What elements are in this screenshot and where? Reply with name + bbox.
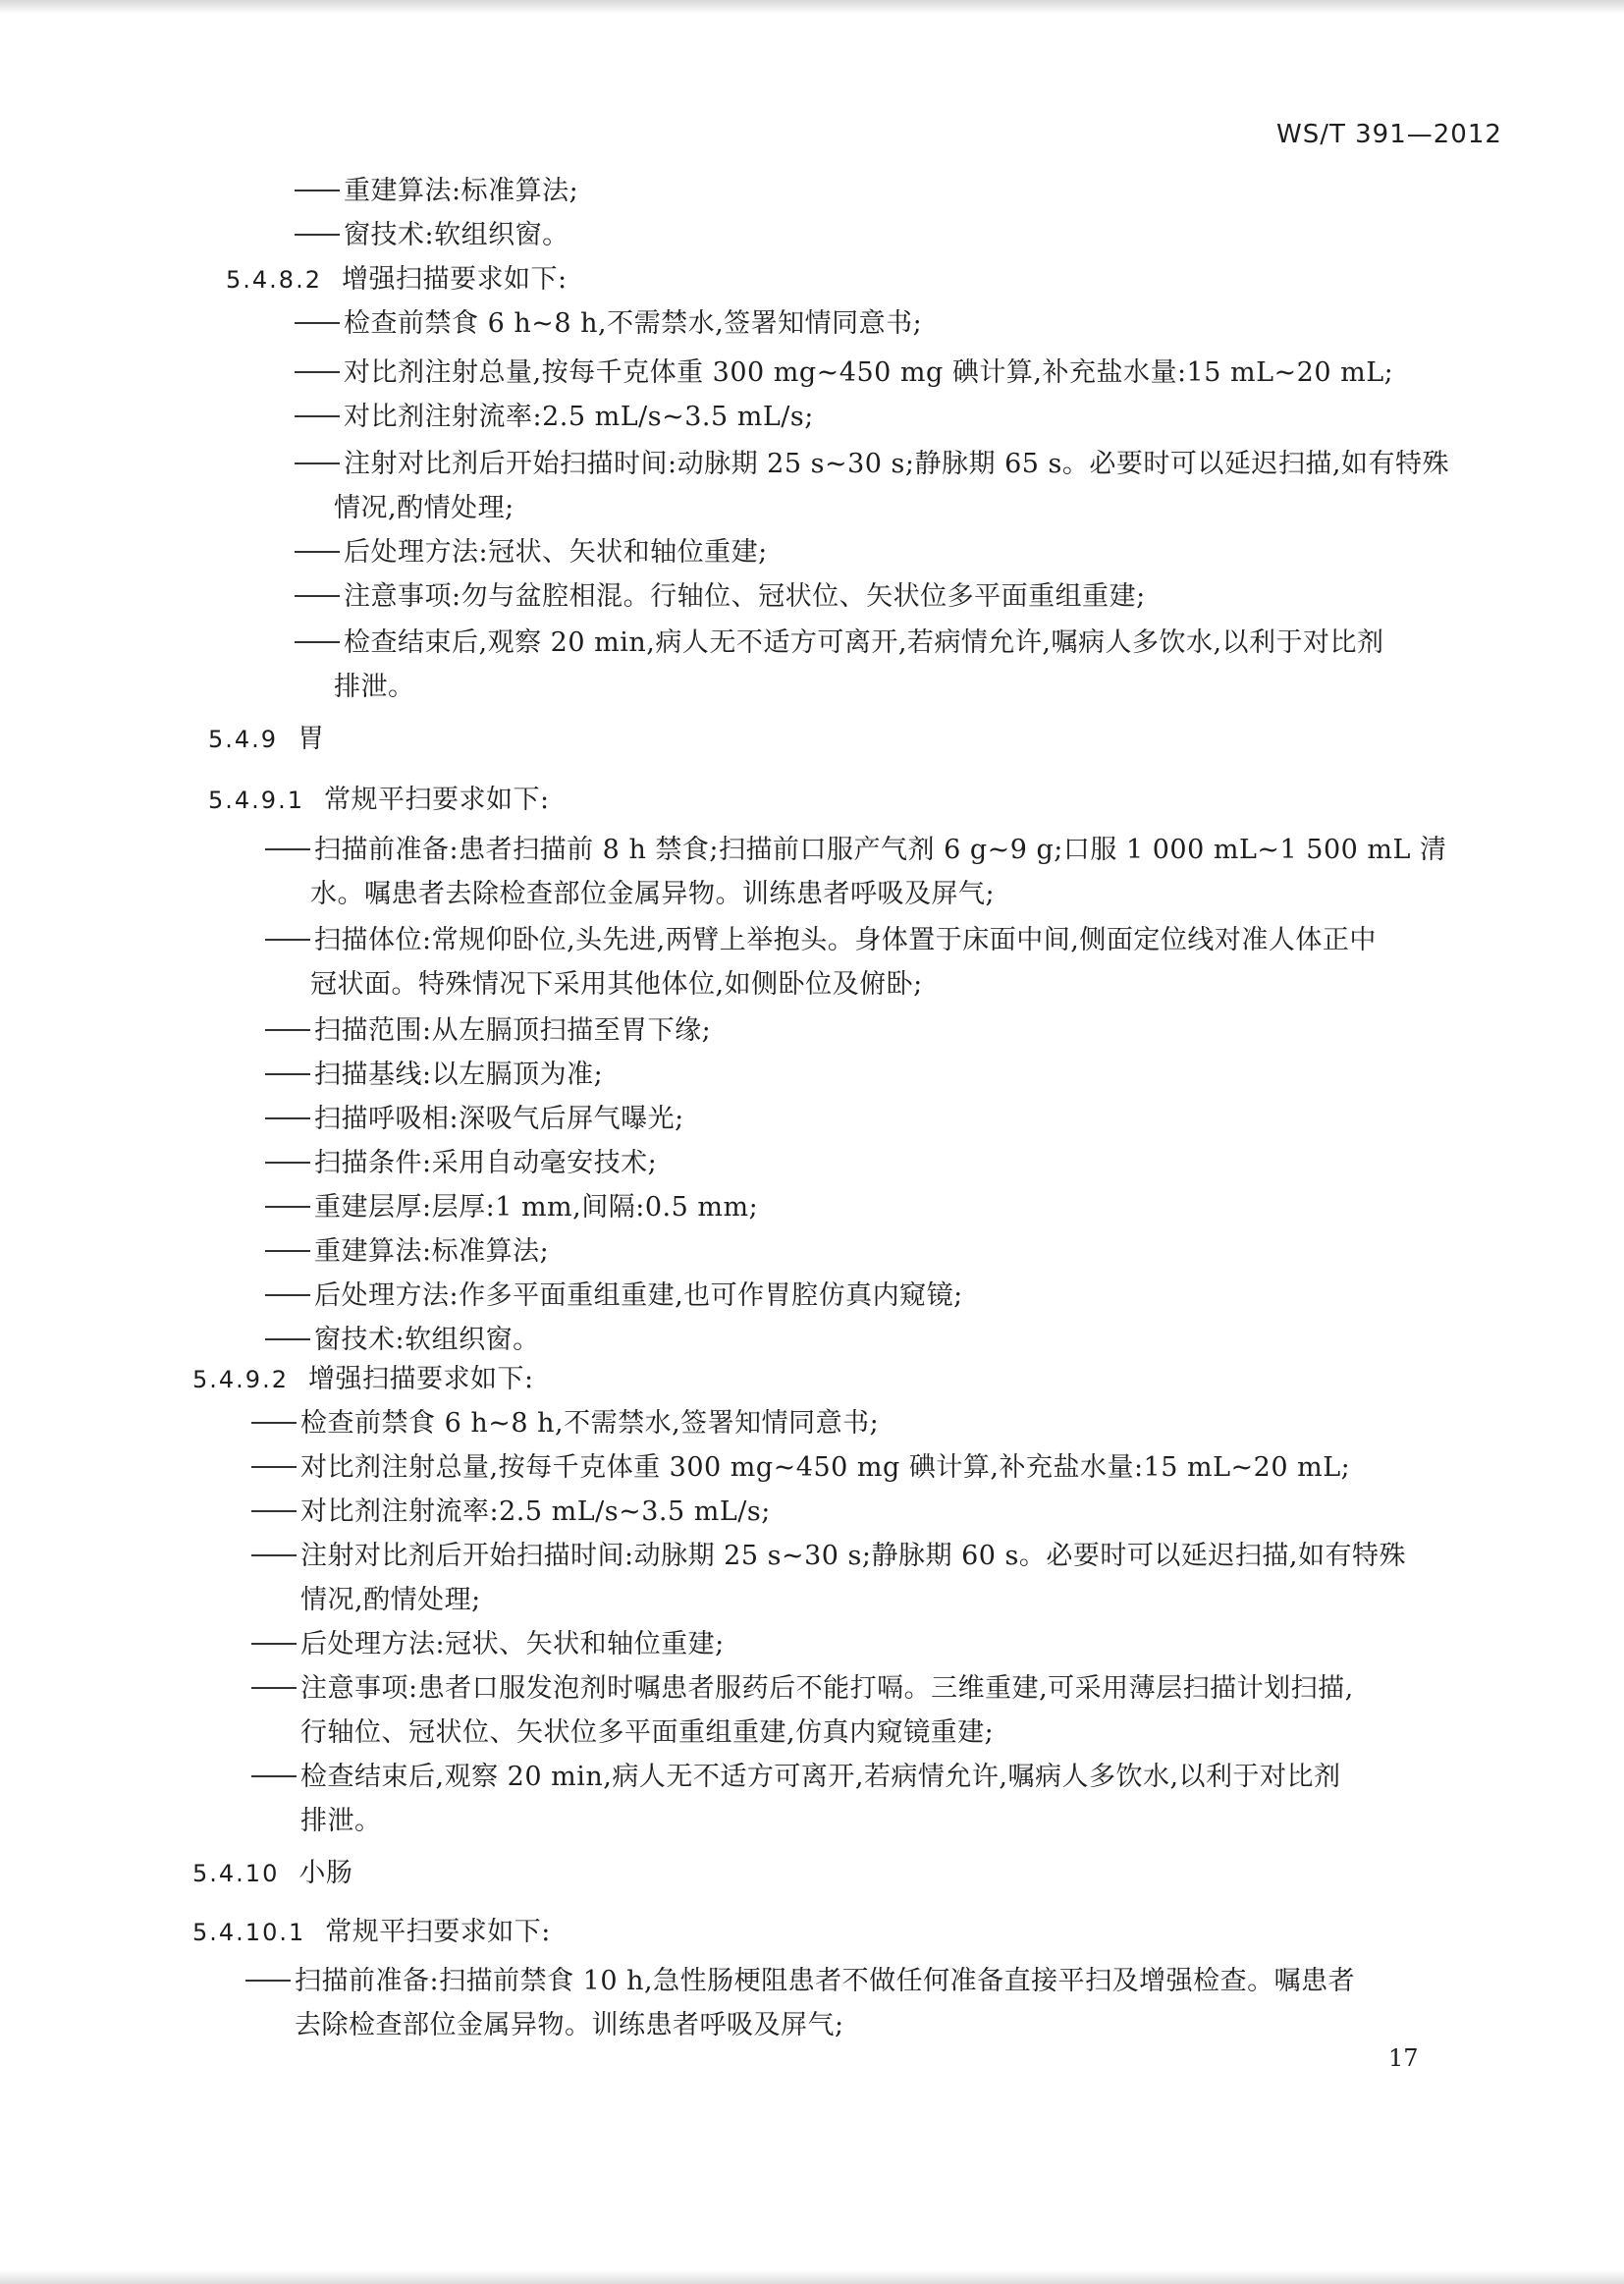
clause-number: 5.4.9.2: [192, 1366, 289, 1393]
list-item: [245, 1964, 1355, 1999]
list-item-continuation: [334, 670, 415, 705]
list-item: [295, 400, 814, 435]
line-text: 注意事项:患者口服发泡剂时嘱患者服药后不能打嗝。三维重建,可采用薄层扫描计划扫描,: [300, 1673, 1354, 1704]
em-dash-marker: [265, 848, 310, 850]
list-item: [251, 1539, 1406, 1574]
line-text: 情况,酌情处理;: [300, 1585, 481, 1615]
line-text: 常规平扫要求如下:: [323, 785, 550, 815]
em-dash-marker: [251, 1554, 297, 1556]
em-dash-marker: [295, 322, 340, 324]
line-text: 对比剂注射总量,按每千克体重 300 mg~450 mg 碘计算,补充盐水量:15 mL~20 mL;: [300, 1452, 1351, 1483]
em-dash-marker: [265, 1117, 310, 1119]
list-item: [265, 1323, 540, 1358]
page-number: 17: [1388, 2044, 1419, 2072]
list-item-continuation: [300, 1583, 481, 1618]
line-text: 后处理方法:冠状、矢状和轴位重建;: [300, 1629, 725, 1659]
list-item: [265, 1058, 603, 1093]
line-text: 增强扫描要求如下:: [307, 1364, 534, 1394]
em-dash-marker: [295, 551, 340, 553]
list-item-continuation: [300, 1715, 994, 1751]
list-item-continuation: [295, 2008, 844, 2043]
list-item: [295, 218, 569, 253]
section-heading: [208, 722, 325, 757]
list-item: [295, 306, 922, 342]
line-text: 对比剂注射总量,按每千克体重 300 mg~450 mg 碘计算,补充盐水量:15 mL~20 mL;: [344, 357, 1394, 388]
list-item: [265, 1102, 684, 1137]
line-text: 窗技术:软组织窗。: [344, 220, 569, 250]
em-dash-marker: [265, 1162, 310, 1164]
em-dash-marker: [245, 1980, 291, 1982]
em-dash-marker: [295, 371, 340, 373]
list-item: [265, 1146, 657, 1181]
clause-title: [208, 783, 550, 818]
list-item: [265, 833, 1447, 868]
line-text: 注射对比剂后开始扫描时间:动脉期 25 s~30 s;静脉期 60 s。必要时可以延迟扫描,如有特殊: [300, 1541, 1406, 1571]
clause-title: [226, 262, 568, 298]
list-item: [265, 1013, 711, 1049]
line-text: 重建算法:标准算法;: [344, 176, 579, 206]
line-text: 窗技术:软组织窗。: [314, 1325, 540, 1355]
em-dash-marker: [265, 1294, 310, 1296]
em-dash-marker: [251, 1687, 297, 1689]
em-dash-marker: [251, 1510, 297, 1512]
list-item: [295, 625, 1384, 661]
line-text: 重建算法:标准算法;: [314, 1236, 550, 1267]
em-dash-marker: [265, 1029, 310, 1031]
line-text: 去除检查部位金属异物。训练患者呼吸及屏气;: [295, 2010, 844, 2040]
list-item: [251, 1760, 1341, 1795]
em-dash-marker: [295, 415, 340, 417]
line-text: 检查结束后,观察 20 min,病人无不适方可离开,若病情允许,嘱病人多饮水,以利于对比剂: [300, 1762, 1341, 1792]
section-heading: [192, 1856, 352, 1891]
line-text: 扫描体位:常规仰卧位,头先进,两臂上举抱头。身体置于床面中间,侧面定位线对准人体正中: [314, 925, 1377, 955]
clause-title: [192, 1915, 551, 1950]
line-text: 增强扫描要求如下:: [341, 264, 568, 295]
clause-title: [192, 1362, 534, 1397]
clause-number: 5.4.10: [192, 1860, 280, 1887]
list-item: [265, 1190, 758, 1225]
scan-edge-top: [0, 0, 1624, 14]
list-item: [265, 1278, 963, 1314]
line-text: 扫描前准备:扫描前禁食 10 h,急性肠梗阻患者不做任何准备直接平扫及增强检查。嘱患者: [295, 1966, 1356, 1996]
clause-number: 5.4.10.1: [192, 1919, 306, 1946]
list-item: [295, 579, 1146, 615]
line-text: 后处理方法:作多平面重组重建,也可作胃腔仿真内窥镜;: [314, 1280, 963, 1311]
em-dash-marker: [295, 190, 340, 191]
list-item: [295, 535, 768, 571]
line-text: 胃: [298, 724, 325, 754]
list-item: [251, 1627, 725, 1662]
clause-number: 5.4.8.2: [226, 266, 322, 294]
list-item: [251, 1671, 1354, 1707]
list-item: [251, 1495, 771, 1530]
em-dash-marker: [265, 1206, 310, 1208]
line-text: 注意事项:勿与盆腔相混。行轴位、冠状位、矢状位多平面重组重建;: [344, 581, 1146, 612]
em-dash-marker: [265, 1250, 310, 1252]
list-item: [251, 1450, 1350, 1486]
line-text: 扫描前准备:患者扫描前 8 h 禁食;扫描前口服产气剂 6 g~9 g;口服 1 000 mL~1 500 mL 清: [314, 835, 1447, 865]
line-text: 情况,酌情处理;: [334, 493, 514, 523]
line-text: 排泄。: [334, 672, 415, 702]
line-text: 扫描条件:采用自动毫安技术;: [314, 1148, 658, 1178]
line-text: 后处理方法:冠状、矢状和轴位重建;: [344, 537, 768, 568]
clause-number: 5.4.9: [208, 726, 279, 753]
list-item-continuation: [310, 877, 995, 912]
list-item: [295, 447, 1449, 482]
em-dash-marker: [295, 641, 340, 643]
line-text: 水。嘱患者去除检查部位金属异物。训练患者呼吸及屏气;: [310, 879, 996, 909]
line-text: 对比剂注射流率:2.5 mL/s~3.5 mL/s;: [300, 1496, 771, 1527]
line-text: 检查前禁食 6 h~8 h,不需禁水,签署知情同意书;: [300, 1408, 880, 1439]
em-dash-marker: [251, 1643, 297, 1645]
em-dash-marker: [265, 1338, 310, 1340]
list-item-continuation: [300, 1804, 382, 1839]
list-item-continuation: [334, 491, 514, 526]
line-text: 冠状面。特殊情况下采用其他体位,如侧卧位及俯卧;: [310, 969, 923, 1000]
line-text: 排泄。: [300, 1806, 382, 1836]
line-text: 检查前禁食 6 h~8 h,不需禁水,签署知情同意书;: [344, 308, 923, 339]
clause-number: 5.4.9.1: [208, 787, 304, 814]
line-text: 扫描呼吸相:深吸气后屏气曝光;: [314, 1104, 684, 1134]
list-item: [295, 355, 1393, 391]
list-item-continuation: [310, 967, 923, 1003]
line-text: 行轴位、冠状位、矢状位多平面重组重建,仿真内窥镜重建;: [300, 1717, 995, 1748]
line-text: 常规平扫要求如下:: [325, 1917, 551, 1947]
line-text: 对比剂注射流率:2.5 mL/s~3.5 mL/s;: [344, 402, 814, 432]
list-item: [265, 1234, 549, 1270]
em-dash-marker: [251, 1775, 297, 1777]
line-text: 检查结束后,观察 20 min,病人无不适方可离开,若病情允许,嘱病人多饮水,以利于对比剂: [344, 627, 1384, 658]
list-item: [265, 923, 1377, 958]
em-dash-marker: [295, 595, 340, 597]
document-code: WS/T 391—2012: [1276, 120, 1502, 149]
em-dash-marker: [251, 1466, 297, 1468]
line-text: 小肠: [298, 1858, 353, 1888]
em-dash-marker: [251, 1422, 297, 1424]
line-text: 重建层厚:层厚:1 mm,间隔:0.5 mm;: [314, 1192, 759, 1223]
em-dash-marker: [265, 939, 310, 941]
line-text: 注射对比剂后开始扫描时间:动脉期 25 s~30 s;静脉期 65 s。必要时可以延迟扫描,如有特殊: [344, 449, 1449, 479]
scan-edge-bottom: [0, 2270, 1624, 2284]
line-text: 扫描范围:从左膈顶扫描至胃下缘;: [314, 1015, 712, 1046]
em-dash-marker: [265, 1073, 310, 1075]
list-item: [295, 174, 578, 209]
em-dash-marker: [295, 234, 340, 236]
em-dash-marker: [295, 462, 340, 464]
line-text: 扫描基线:以左膈顶为准;: [314, 1060, 604, 1090]
list-item: [251, 1406, 879, 1441]
